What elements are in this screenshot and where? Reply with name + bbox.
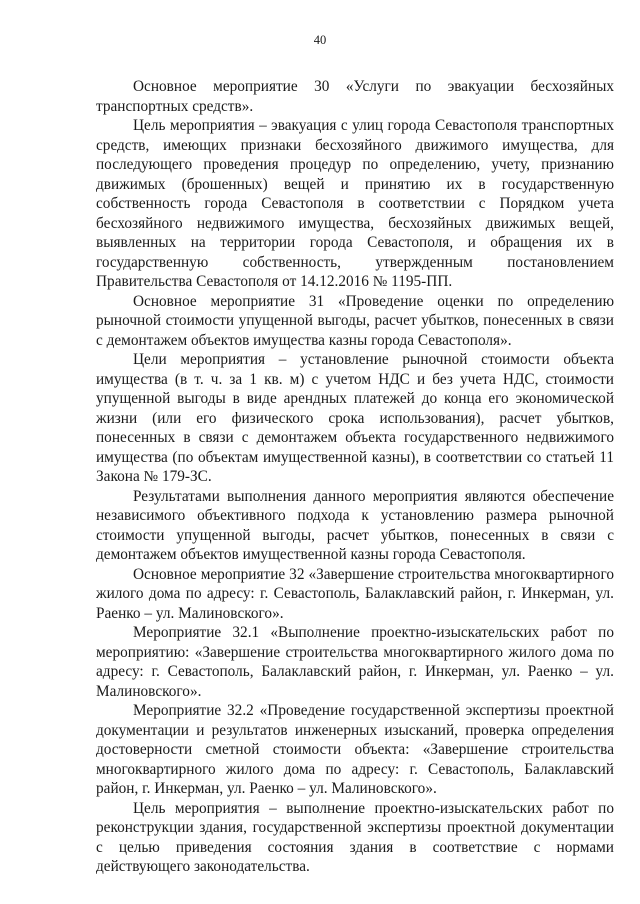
paragraph-event-32-2: Мероприятие 32.2 «Проведение государственной экспертизы проектной документации и результатов инженерных изысканий, проверка определения достоверности сметной стоимости объекта: «Завершение строительства многоквартирного жилого дома по адресу: г. Севастополь, Балаклавский район, г. Инкерман, ул. Раенко – ул. Малиновского». xyxy=(96,702,614,797)
paragraph-main-event-31-results: Результатами выполнения данного мероприятия являются обеспечение независимого объективного подхода к установлению размера рыночной стоимости упущенной выгоды, расчет убытков, понесенных в связи с демонтажем объектов имущественной казны города Севастополя. xyxy=(96,487,614,563)
paragraph-event-32-1: Мероприятие 32.1 «Выполнение проектно-изыскательских работ по мероприятию: «Завершение строительства многоквартирного жилого дома по адресу: г. Севастополь, Балаклавский район, г. Инкерман, ул. Раенко – ул. Малиновского». xyxy=(96,624,614,700)
paragraph-main-event-30-goal: Цель мероприятия – эвакуация с улиц города Севастополя транспортных средств, имеющих признаки бесхозяйного движимого имущества, для последующего проведения процедур по определению, учету, признанию движимых (брошенных) вещей и принятию их в государственную собственность города Севастополя в соответствии с Порядком учета бесхозяйного недвижимого имущества, бесхозяйных движимых вещей, выявленных на территории города Севастополя, и обращения их в государственную собственность, утвержденным постановлением Правительства Севастополя от 14.12.2016 № 1195-ПП. xyxy=(96,117,614,290)
paragraph-main-event-32-title: Основное мероприятие 32 «Завершение строительства многоквартирного жилого дома по адресу: г. Севастополь, Балаклавский район, г. Инкерман, ул. Раенко – ул. Малиновского». xyxy=(96,565,614,622)
paragraph-main-event-31-goals: Цели мероприятия – установление рыночной стоимости объекта имущества (в т. ч. за 1 кв. м) с учетом НДС и без учета НДС, стоимости упущенной выгоды в виде арендных платежей до конца его экономической жизни (или его физического срока использования), расчет убытков, понесенных в связи с демонтажем объекта государственного недвижимого имущества (по объектам имущественной казны), в соответствии со статьей 11 Закона № 179-ЗС. xyxy=(96,351,614,485)
paragraph-main-event-30-title: Основное мероприятие 30 «Услуги по эвакуации бесхозяйных транспортных средств». xyxy=(96,78,614,115)
paragraph-event-32-goal: Цель мероприятия – выполнение проектно-изыскательских работ по реконструкции здания, государственной экспертизы проектной документации с целью приведения состояния здания в соответствие с нормами действующего законодательства. xyxy=(96,799,614,875)
page-number: 40 xyxy=(313,33,327,47)
paragraph-main-event-31-title: Основное мероприятие 31 «Проведение оценки по определению рыночной стоимости упущенной выгоды, расчет убытков, понесенных в связи с демонтажем объектов имущества казны города Севастополя». xyxy=(96,292,614,349)
document-body xyxy=(96,77,614,877)
